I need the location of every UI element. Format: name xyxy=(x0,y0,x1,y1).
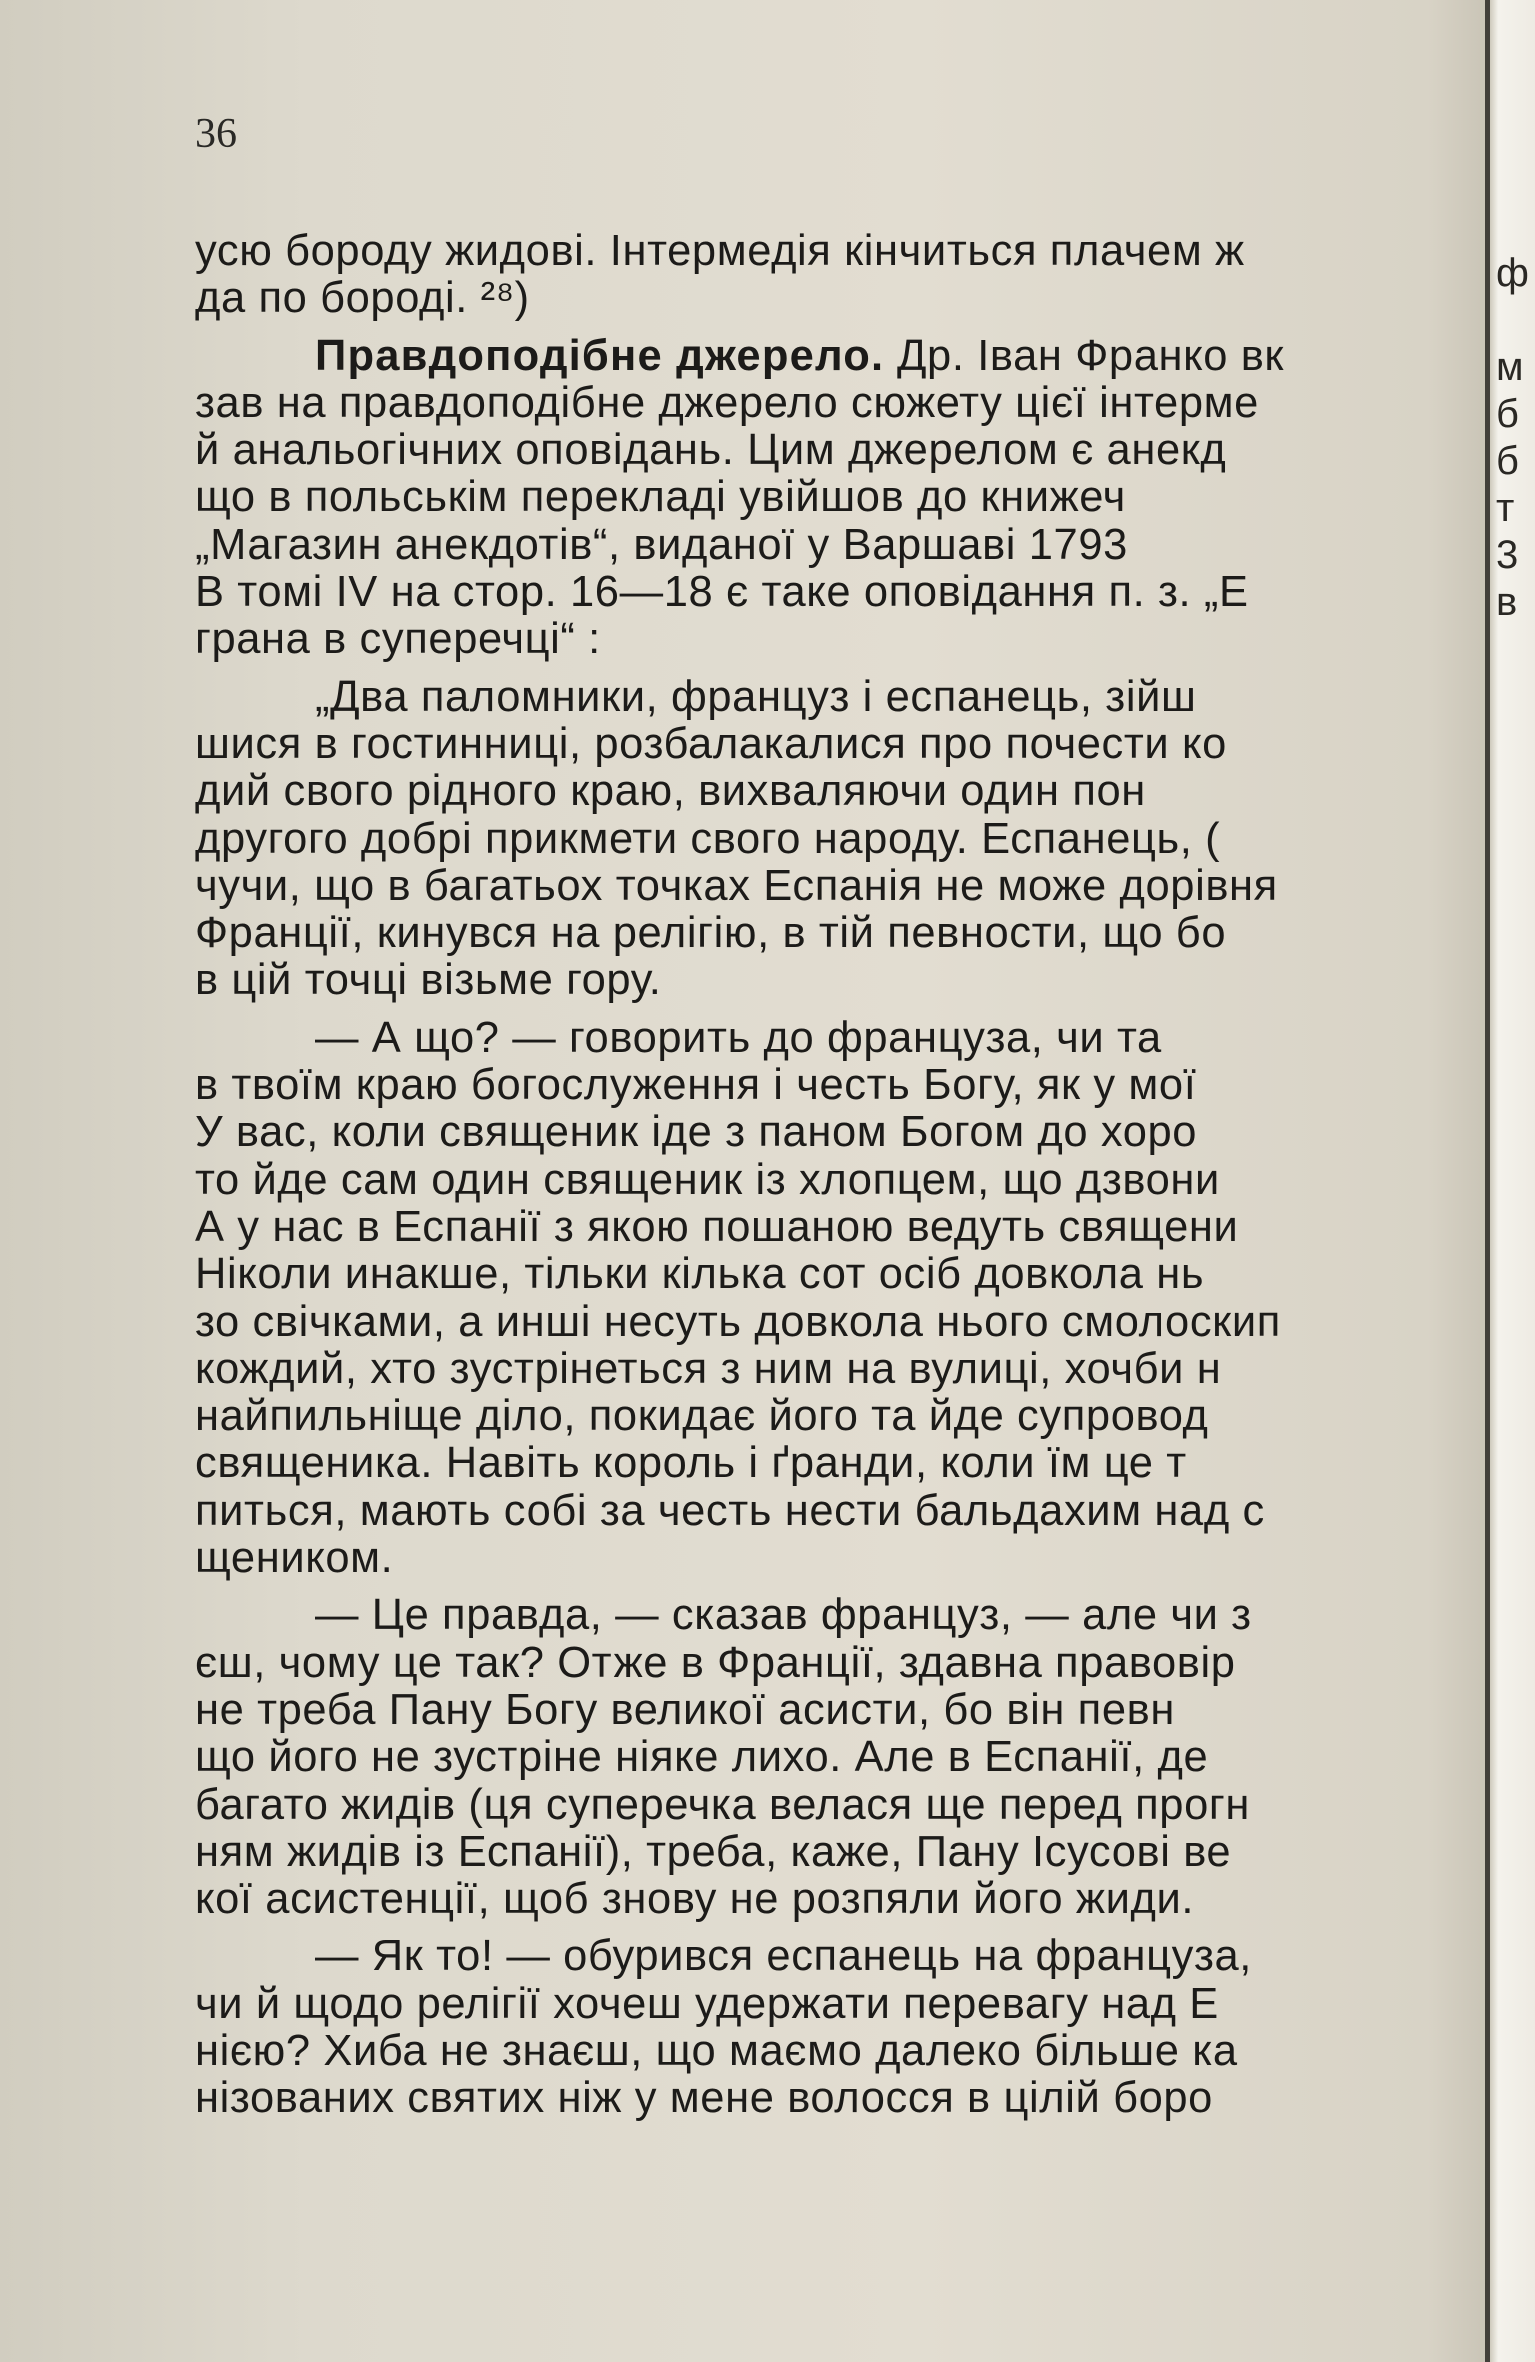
text-line xyxy=(195,910,1485,957)
facing-page-fragment xyxy=(1496,297,1535,344)
line-text: в твоїм краю богослуження і честь Богу, як у мої xyxy=(195,1062,1197,1110)
text-line xyxy=(195,1687,1485,1734)
book-gutter xyxy=(1485,0,1490,2362)
page-number: 36 xyxy=(195,111,237,157)
line-text: Ніколи инакше, тільки кілька сот осіб довкола нь xyxy=(195,1251,1205,1299)
line-text: то йде сам один священик із хлопцем, що дзвони xyxy=(195,1156,1220,1204)
line-text: кождий, хто зустрінеться з ним на вулиці, хочби н xyxy=(195,1345,1222,1393)
text-line xyxy=(195,1592,1485,1639)
text-line xyxy=(195,768,1485,815)
facing-page-fragment: ф xyxy=(1496,251,1529,295)
line-text: В томі IV на стор. 16—18 є таке оповідання п. з. „Е xyxy=(195,569,1249,617)
text-line xyxy=(195,616,1485,663)
line-text: „Магазин анекдотів“, виданої у Варшаві 1793 xyxy=(195,521,1128,569)
text-line xyxy=(195,1933,1485,1980)
text-line xyxy=(195,1535,1485,1582)
text-line xyxy=(195,275,1485,322)
facing-page-fragment: в xyxy=(1496,580,1518,624)
line-text: що його не зустріне ніяке лихо. Але в Еспанії, де xyxy=(195,1734,1209,1782)
text-line xyxy=(195,1204,1485,1251)
facing-page-fragment: б xyxy=(1496,439,1519,483)
text-line xyxy=(195,1488,1485,1535)
line-text: дий свого рідного краю, вихваляючи один пон xyxy=(195,768,1146,816)
text-line xyxy=(195,674,1485,721)
text-line xyxy=(195,721,1485,768)
line-text: „Два паломники, француз і еспанець, зійш xyxy=(315,673,1197,721)
facing-page-fragment: м xyxy=(1496,345,1524,389)
text-line xyxy=(195,474,1485,521)
facing-page-fragment: б xyxy=(1496,392,1519,436)
line-text: — Як то! — обурився еспанець на француза, xyxy=(315,1933,1252,1981)
text-line xyxy=(195,1299,1485,1346)
text-line xyxy=(195,1109,1485,1156)
text-line xyxy=(195,863,1485,910)
line-text: питься, мають собі за честь нести бальдахим над с xyxy=(195,1487,1265,1535)
line-text: нією? Хиба не знаєш, що маємо далеко більше ка xyxy=(195,2027,1238,2075)
line-text: в цій точці візьме гору. xyxy=(195,957,662,1005)
text-line xyxy=(195,1829,1485,1876)
line-text: що в польськім перекладі увійшов до книжеч xyxy=(195,474,1126,522)
text-line xyxy=(195,1734,1485,1781)
text-line xyxy=(195,1251,1485,1298)
line-text: А у нас в Еспанії з якою пошаною ведуть священи xyxy=(195,1203,1239,1251)
line-text: багато жидів (ця суперечка велася ще перед прогн xyxy=(195,1781,1250,1829)
line-text: єш, чому це так? Отже в Франції, здавна правовір xyxy=(195,1639,1236,1687)
line-text: кої асистенції, щоб знову не розпяли його жиди. xyxy=(195,1876,1195,1924)
line-text: усю бороду жидові. Інтермедія кінчиться плачем ж xyxy=(195,228,1245,275)
line-text: ням жидів із Еспанії), треба, каже, Пану Ісусові ве xyxy=(195,1828,1232,1876)
text-line xyxy=(195,1981,1485,2028)
text-line xyxy=(195,1157,1485,1204)
line-text: священика. Навіть король і ґранди, коли їм це т xyxy=(195,1440,1187,1488)
text-line xyxy=(195,427,1485,474)
line-text: У вас, коли священик іде з паном Богом до хоро xyxy=(195,1109,1198,1157)
body-text xyxy=(195,228,1485,2123)
line-text: щеником. xyxy=(195,1535,394,1583)
line-text: чи й щодо релігії хочеш удержати перевагу над Е xyxy=(195,1980,1219,2028)
line-text: Др. Іван Франко вк xyxy=(884,332,1285,380)
text-line xyxy=(195,228,1485,275)
text-line xyxy=(195,2075,1485,2122)
line-text: — Це правда, — сказав француз, — але чи з xyxy=(315,1592,1252,1640)
facing-page-fragment: т xyxy=(1496,486,1515,530)
text-line xyxy=(195,569,1485,616)
facing-page-fragment: 3 xyxy=(1496,533,1519,577)
text-line xyxy=(195,816,1485,863)
line-text: да по бороді. ²⁸) xyxy=(195,275,530,323)
line-text: не треба Пану Богу великої асисти, бо він певн xyxy=(195,1686,1175,1734)
line-text: — А що? — говорить до француза, чи та xyxy=(315,1014,1162,1062)
page-left xyxy=(195,100,1485,2330)
text-line xyxy=(195,1440,1485,1487)
text-line xyxy=(195,1346,1485,1393)
text-line xyxy=(195,2028,1485,2075)
line-text: грана в суперечці“ : xyxy=(195,616,601,664)
text-line xyxy=(195,1782,1485,1829)
section-heading-line xyxy=(195,333,1485,380)
text-line xyxy=(195,1062,1485,1109)
facing-page-edge xyxy=(1496,250,1535,626)
text-line xyxy=(195,380,1485,427)
line-text: чучи, що в багатьох точках Еспанія не може дорівня xyxy=(195,862,1278,910)
text-line xyxy=(195,1015,1485,1062)
text-line xyxy=(195,1393,1485,1440)
line-text: Франції, кинувся на релігію, в тій певности, що бо xyxy=(195,910,1227,958)
line-text: шися в гостинниці, розбалакалися про почести ко xyxy=(195,720,1227,768)
line-text: й анальогічних оповідань. Цим джерелом є анекд xyxy=(195,427,1227,475)
line-text: найпильніще діло, покидає його та йде супровод xyxy=(195,1393,1209,1441)
text-line xyxy=(195,957,1485,1004)
line-text: зо свічками, а инші несуть довкола нього смолоскип xyxy=(195,1298,1281,1346)
text-line xyxy=(195,1876,1485,1923)
line-text: зав на правдоподібне джерело сюжету цієї інтерме xyxy=(195,379,1259,427)
line-text: нізованих святих ніж у мене волосся в цілій боро xyxy=(195,2075,1213,2123)
text-line xyxy=(195,522,1485,569)
line-text: другого добрі прикмети свого народу. Еспанець, ( xyxy=(195,815,1221,863)
section-heading: Правдоподібне джерело. xyxy=(315,332,885,380)
text-line xyxy=(195,1640,1485,1687)
